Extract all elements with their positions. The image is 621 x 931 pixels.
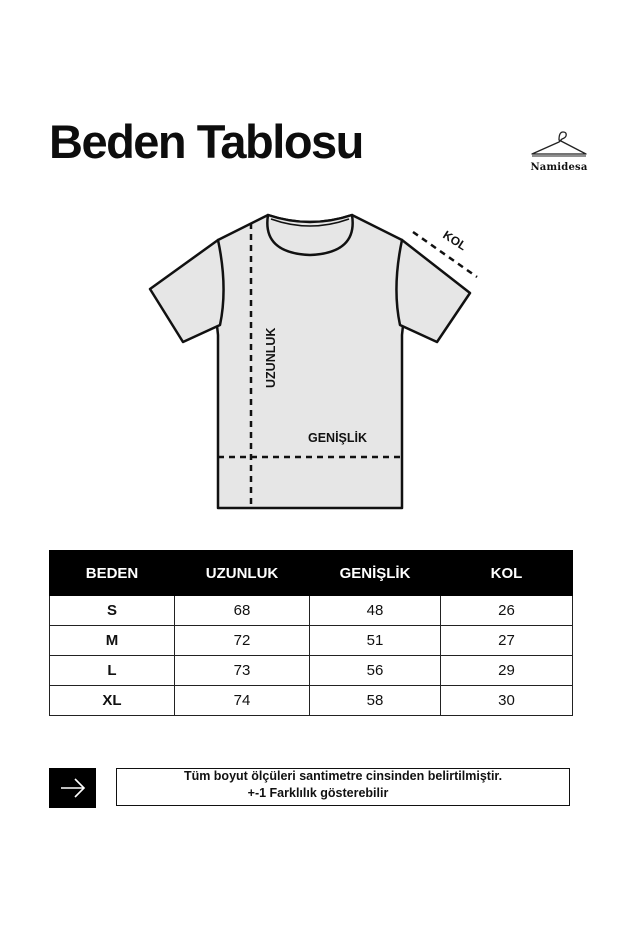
sleeve-cell: 27 (441, 626, 573, 656)
size-cell: S (50, 596, 175, 626)
tshirt-diagram (140, 205, 480, 515)
arrow-right-icon (49, 768, 96, 808)
width-label: GENİŞLİK (308, 431, 368, 445)
right-sleeve (396, 240, 470, 342)
length-cell: 72 (175, 626, 310, 656)
note-arrow-box (49, 768, 96, 808)
collar (267, 215, 352, 255)
table-row (50, 596, 573, 626)
table-header-row (50, 551, 573, 596)
length-cell: 73 (175, 656, 310, 686)
table-row (50, 656, 573, 686)
note-line-1: Tüm boyut ölçüleri santimetre cinsinden belirtilmiştir. (183, 769, 503, 783)
hanger-icon (524, 126, 594, 162)
width-cell: 48 (310, 596, 441, 626)
tshirt-outline (215, 215, 405, 508)
width-cell: 58 (310, 686, 441, 716)
brand-logo (524, 126, 594, 178)
size-table (49, 550, 573, 716)
page-title: Beden Tablosu (49, 115, 363, 168)
header-sleeve: KOL (441, 551, 573, 596)
length-cell: 74 (175, 686, 310, 716)
sleeve-cell: 26 (441, 596, 573, 626)
measurement-note (116, 768, 570, 806)
brand-name: Namidesa (530, 162, 588, 173)
size-cell: XL (50, 686, 175, 716)
size-cell: M (50, 626, 175, 656)
left-sleeve (150, 240, 224, 342)
length-cell: 68 (175, 596, 310, 626)
sleeve-cell: 30 (441, 686, 573, 716)
table-row (50, 686, 573, 716)
width-cell: 51 (310, 626, 441, 656)
header-size: BEDEN (50, 551, 175, 596)
size-cell: L (50, 656, 175, 686)
header-width: GENİŞLİK (310, 551, 441, 596)
sleeve-label: KOL (440, 227, 470, 254)
note-line-2: +-1 Farklılık gösterebilir (247, 786, 389, 800)
length-label: UZUNLUK (264, 327, 278, 388)
header-length: UZUNLUK (175, 551, 310, 596)
sleeve-cell: 29 (441, 656, 573, 686)
table-row (50, 626, 573, 656)
width-cell: 56 (310, 656, 441, 686)
